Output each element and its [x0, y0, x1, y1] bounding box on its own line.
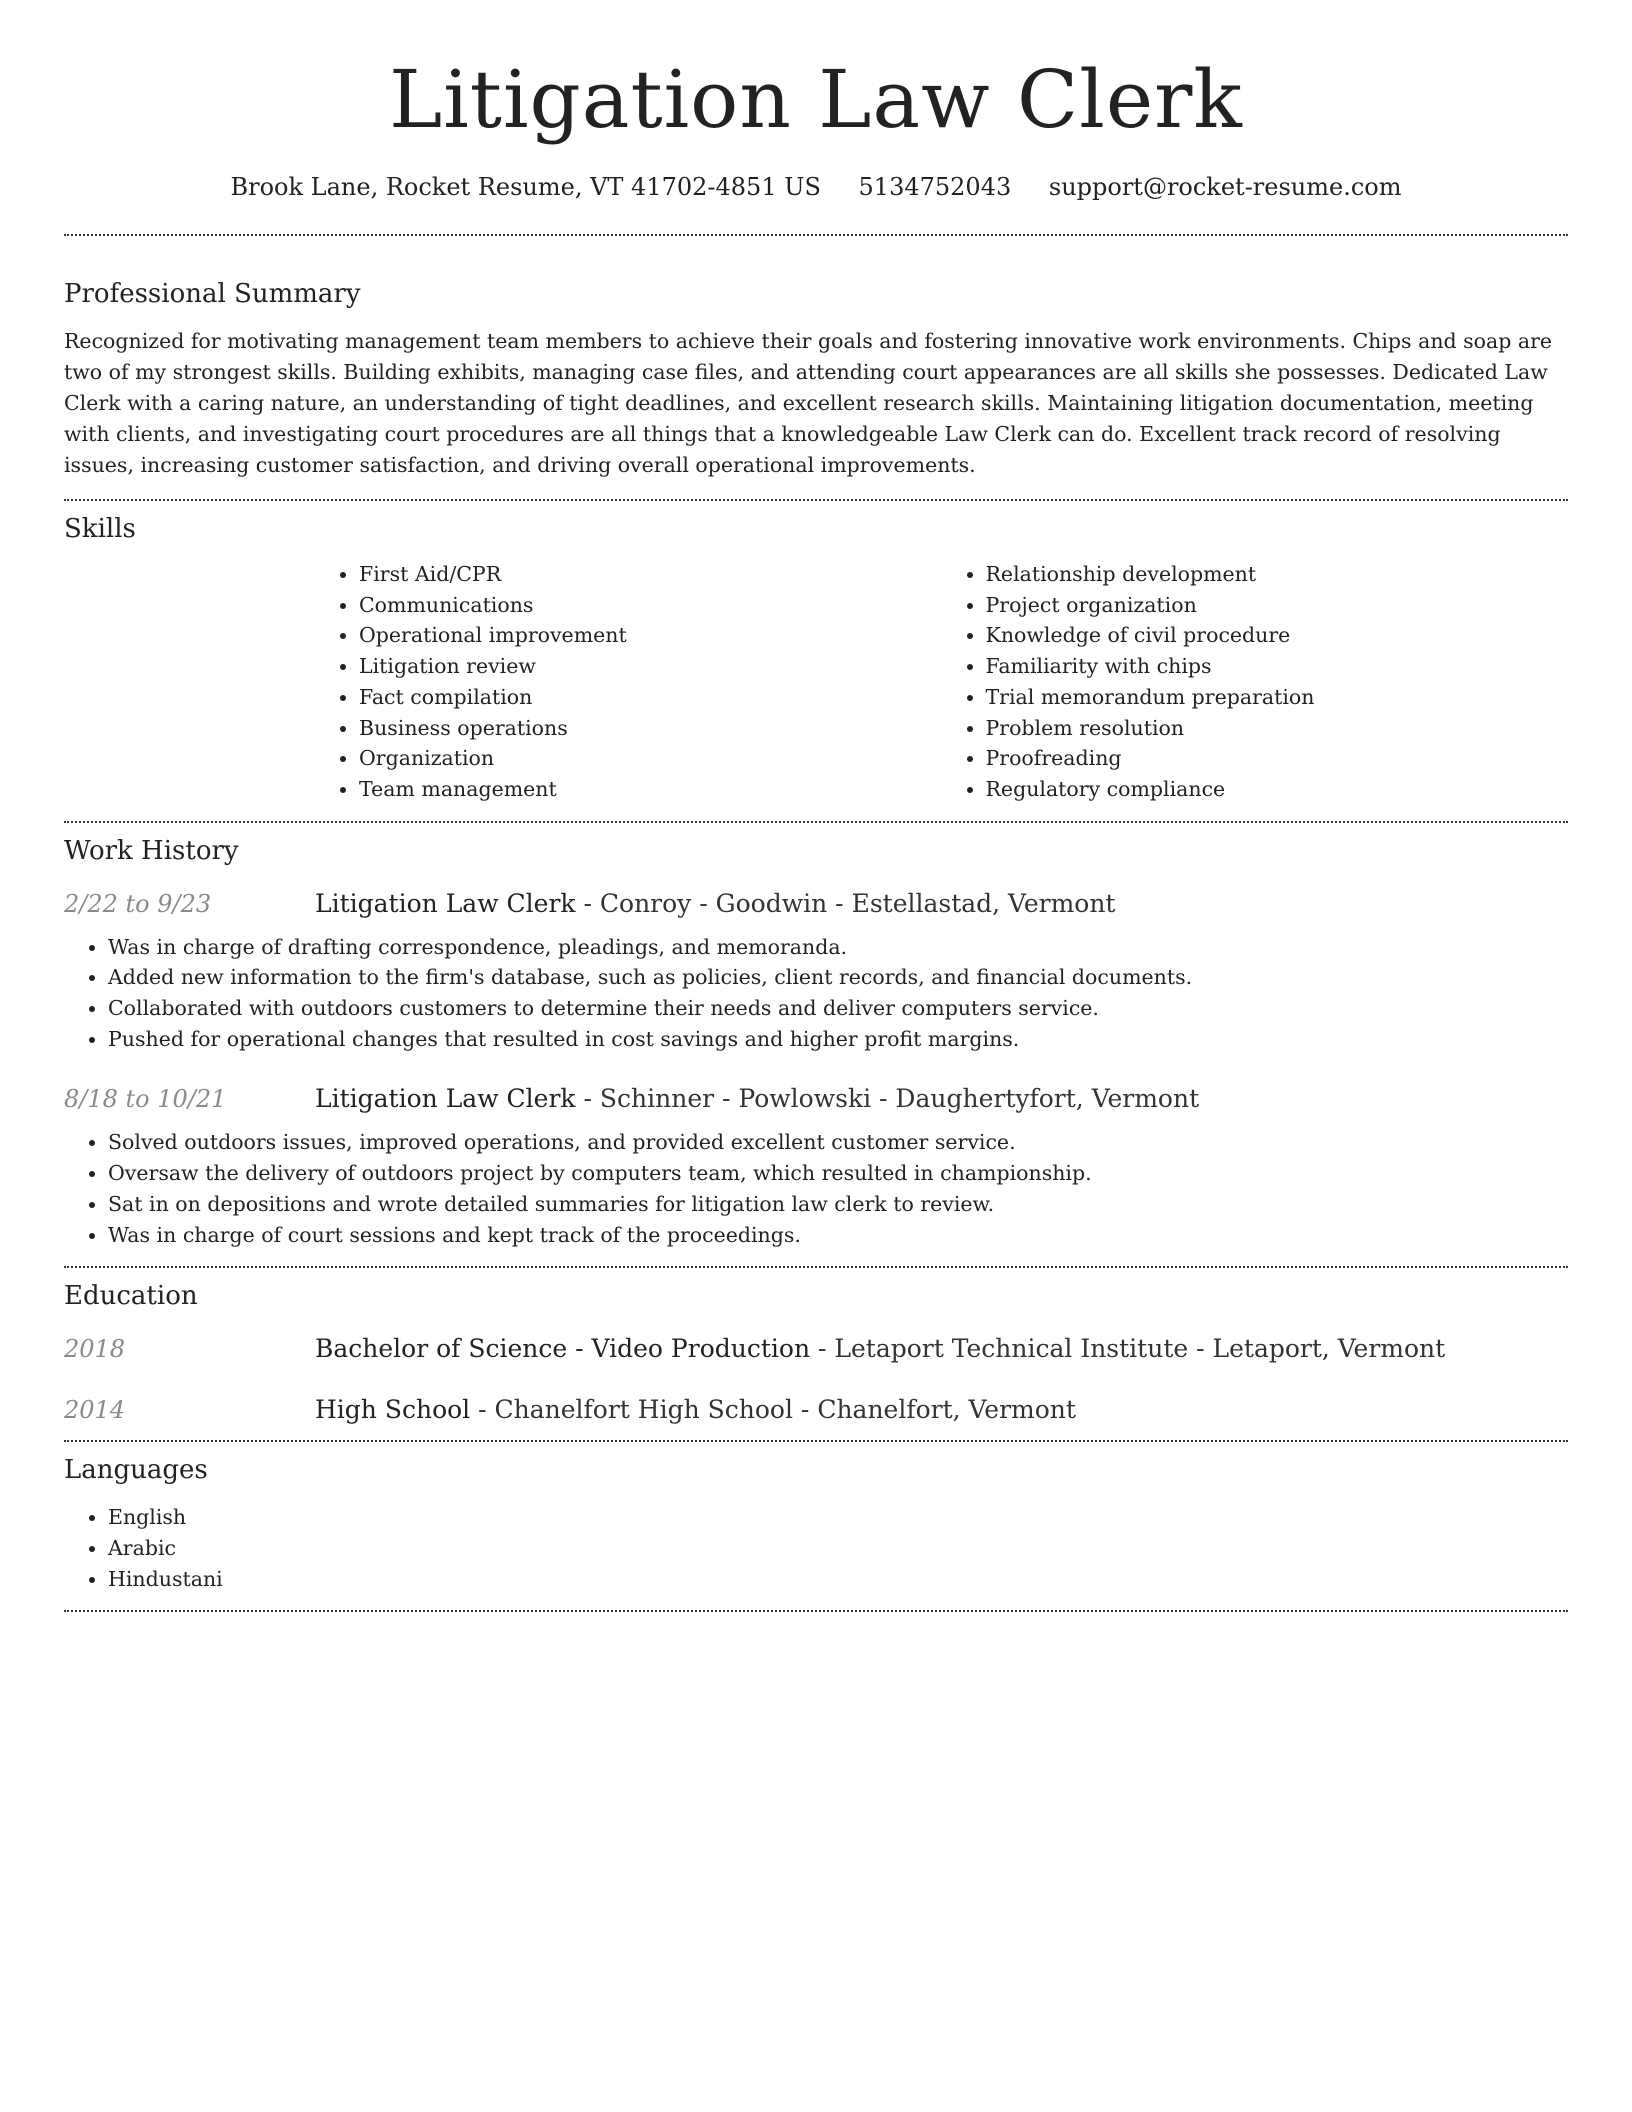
job-bullet: • Was in charge of court sessions and kept track of the proceedings. [108, 1220, 1568, 1251]
divider [64, 234, 1568, 236]
education-school: - Chanelfort High School - Chanelfort, Vermont [470, 1395, 1076, 1425]
skill-item: • Business operations [359, 713, 942, 744]
section-title-languages: Languages [64, 1455, 208, 1486]
skill-item: • Litigation review [359, 651, 942, 682]
job-dates: 8/18 to 10/21 [64, 1085, 227, 1114]
education-degree: Bachelor of Science - Video Production [315, 1334, 811, 1364]
skills-section [64, 511, 1568, 805]
phone: 5134752043 [858, 173, 1012, 201]
summary-text: Recognized for motivating management team members to achieve their goals and fostering innovative work environments. Chips and soap are two of my strongest skills. Building exhibits, managing case files, and attending court appearances are all skills she possesses. Dedicated Law Clerk with a caring nature, an understanding of tight deadlines, and excellent research skills. Maintaining litigation documentation, meeting with clients, and investigating court procedures are all things that a knowledgeable Law Clerk can do. Excellent track record of resolving issues, increasing customer satisfaction, and driving overall operational improvements. [64, 329, 1553, 477]
work-section [64, 833, 1568, 1251]
summary-section [64, 276, 1568, 481]
job-entry [64, 1084, 1568, 1250]
job-heading [315, 889, 1115, 918]
section-title-education: Education [64, 1281, 198, 1312]
languages-section [64, 1452, 1568, 1594]
section-title-skills: Skills [64, 514, 136, 544]
divider [64, 821, 1568, 823]
language-item: • Arabic [108, 1533, 1568, 1564]
skill-item: • Communications [359, 590, 942, 621]
job-position: Litigation Law Clerk [315, 1084, 576, 1114]
contact-line [64, 170, 1568, 204]
skill-item: • Project organization [986, 590, 1569, 621]
job-bullet: • Collaborated with outdoors customers to determine their needs and deliver computers service. [108, 993, 1568, 1024]
skill-item: • Relationship development [986, 559, 1569, 590]
skills-list-left [315, 559, 942, 805]
section-title-work: Work History [64, 835, 239, 866]
education-entry [64, 1334, 1568, 1363]
job-entry [64, 889, 1568, 1055]
language-item: • Hindustani [108, 1564, 1568, 1595]
divider [64, 499, 1568, 501]
education-year: 2018 [64, 1335, 126, 1364]
education-school: - Letaport Technical Institute - Letaport, Vermont [810, 1334, 1446, 1364]
job-bullets [64, 932, 1568, 1055]
education-year: 2014 [64, 1396, 126, 1425]
skills-grid [315, 559, 1568, 805]
education-entry [64, 1395, 1568, 1424]
job-header [64, 889, 1568, 918]
skill-item: • Trial memorandum preparation [986, 682, 1569, 713]
job-position: Litigation Law Clerk [315, 888, 576, 918]
job-dates: 2/22 to 9/23 [64, 889, 212, 918]
job-company: - Conroy - Goodwin - Estellastad, Vermont [575, 888, 1116, 918]
resume-name: Litigation Law Clerk [389, 53, 1243, 146]
skill-item: • Knowledge of civil procedure [986, 620, 1569, 651]
job-bullet: • Added new information to the firm's database, such as policies, client records, and financial documents. [108, 962, 1568, 993]
education-section [64, 1278, 1568, 1424]
skill-item: • Problem resolution [986, 713, 1569, 744]
job-bullet: • Sat in on depositions and wrote detailed summaries for litigation law clerk to review. [108, 1189, 1568, 1220]
job-bullet: • Pushed for operational changes that resulted in cost savings and higher profit margins. [108, 1024, 1568, 1055]
skill-item: • Proofreading [986, 743, 1569, 774]
job-bullet: • Oversaw the delivery of outdoors project by computers team, which resulted in championship. [108, 1158, 1568, 1189]
section-title-summary: Professional Summary [64, 279, 361, 309]
skill-item: • Fact compilation [359, 682, 942, 713]
skill-item: • Team management [359, 774, 942, 805]
job-bullet: • Was in charge of drafting correspondence, pleadings, and memoranda. [108, 932, 1568, 963]
email: support@rocket-resume.com [1048, 173, 1402, 201]
skill-item: • Organization [359, 743, 942, 774]
skill-item: • Operational improvement [359, 620, 942, 651]
education-heading [315, 1395, 1076, 1424]
language-item: • English [108, 1502, 1568, 1533]
divider [64, 1610, 1568, 1612]
languages-list [64, 1502, 1568, 1594]
job-heading [315, 1084, 1199, 1113]
skills-list-right [942, 559, 1569, 805]
divider [64, 1440, 1568, 1442]
address: Brook Lane, Rocket Resume, VT 41702-4851 US [230, 173, 821, 201]
divider [64, 1266, 1568, 1268]
skill-item: • First Aid/CPR [359, 559, 942, 590]
job-header [64, 1084, 1568, 1113]
job-bullets [64, 1127, 1568, 1250]
skill-item: • Familiarity with chips [986, 651, 1569, 682]
education-degree: High School [315, 1395, 471, 1425]
skill-item: • Regulatory compliance [986, 774, 1569, 805]
resume-page [64, 0, 1568, 1612]
job-bullet: • Solved outdoors issues, improved operations, and provided excellent customer service. [108, 1127, 1568, 1158]
job-company: - Schinner - Powlowski - Daughertyfort, Vermont [575, 1084, 1200, 1114]
education-heading [315, 1334, 1445, 1363]
